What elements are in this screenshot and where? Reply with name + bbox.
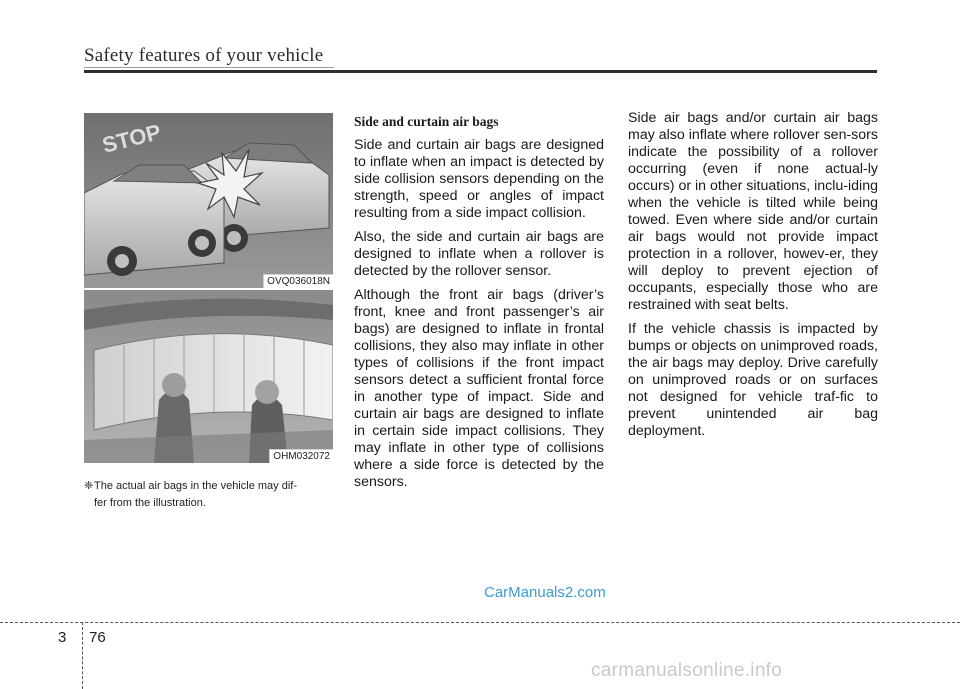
- side-impact-collision-illustration-icon: [84, 113, 333, 288]
- curtain-airbag-deployed-illustration-icon: [84, 290, 333, 463]
- footer-divider: [82, 622, 83, 689]
- paragraph: Also, the side and curtain air bags are designed to inflate when a rollover is detected by the rollover sensor.: [354, 229, 604, 279]
- page-number: 76: [89, 629, 106, 646]
- header-rule-thin: [84, 67, 334, 68]
- section-title: Side and curtain air bags: [354, 114, 499, 129]
- note-mark: ❈: [84, 480, 94, 492]
- paragraph: Side and curtain air bags are designed to inflate when an impact is detected by side collision sensors depending on the strength, speed or angles of impact resulting from a side impact collision.: [354, 137, 604, 221]
- site-watermark: carmanualsonline.info: [591, 660, 783, 681]
- footer-rule: [0, 622, 960, 623]
- road-stop-text: STOP: [99, 119, 164, 158]
- chapter-number: 3: [58, 629, 67, 646]
- paragraph: Side air bags and/or curtain air bags may also inflate where rollover sen-sors indicate the possibility of a rollover occurring (even if none actual-ly occurs) or in other situations, inclu-iding when the vehicle is tilted while being towed. Even where side and/or curtain air bags would not provide impact protection in a rollover, howev-er, they will deploy to prevent ejection of occupants, especially those who are restrained with seat belts.: [628, 110, 878, 313]
- paragraph: Although the front air bags (driver’s front, knee and front passenger’s air bags) are designed to inflate in frontal collisions, they also may inflate in other types of collisions if the front impact sensors detect a sufficient frontal force in another type of impact. Side and curtain air bags are designed to inflate in certain side impact collisions. They may inflate in other type of collisions where a side force is detected by the sensors.: [354, 287, 604, 490]
- header-title: Safety features of your vehicle: [84, 45, 324, 66]
- curtain-airbag-illustration: [84, 290, 333, 463]
- illustration-code: OHM032072: [269, 449, 333, 463]
- header-rule: [84, 70, 877, 73]
- caption-line-2: fer from the illustration.: [94, 497, 206, 509]
- text-column-right: [628, 110, 878, 447]
- illustration-code: OVQ036018N: [263, 274, 333, 288]
- watermark-link[interactable]: CarManuals2.com: [484, 584, 606, 601]
- text-column-middle: [354, 113, 604, 498]
- paragraph: If the vehicle chassis is impacted by bumps or objects on unimproved roads, the air bags may deploy. Drive carefully on unimproved roads or on surfaces not designed for vehicle traf-fic to prevent unintended air bag deployment.: [628, 321, 878, 439]
- illustration-caption: [84, 478, 334, 512]
- side-impact-illustration: [84, 113, 333, 288]
- caption-line-1: The actual air bags in the vehicle may dif-: [94, 480, 297, 492]
